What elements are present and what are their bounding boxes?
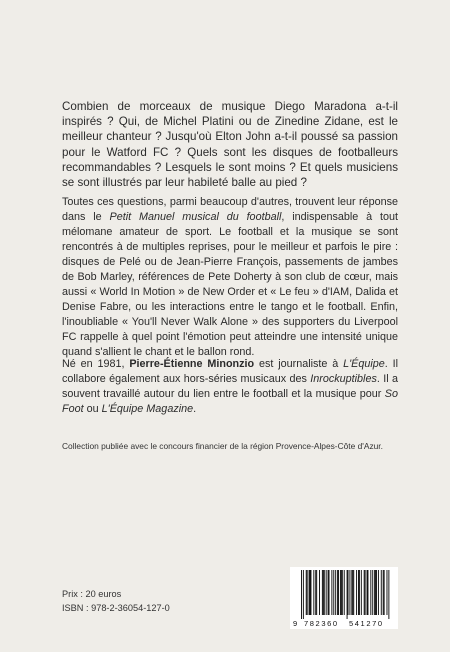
author-bio-text-3: . Il collabore également aux hors-séries musicaux des <box>62 358 398 385</box>
book-title: Petit Manuel musical du football <box>109 211 282 223</box>
barcode-digit-first: 9 <box>293 619 298 628</box>
isbn-label: ISBN : 978-2-36054-127-0 <box>62 603 170 613</box>
publication-lequipe-magazine: L'Équipe Magazine <box>101 403 194 415</box>
publication-so-foot: So Foot <box>62 388 398 415</box>
author-bio-text-6: . <box>193 403 197 415</box>
description-text-2: , indispensable à tout mélomane amateur de sport. Le football et la musique se sont rencontrés à de multiples reprises, pour le meilleur et parfois le pire : disques de Pelé ou de Jean-Pierre François, passements de jambes de Bob Marley, références de Pete Doherty à son club de cœur, mais aussi « World In Motion » de New Order et « Le feu » d'IAM, Dalida et Denise Fabre, ou les interactions entre le tango et le football. Enfin, l'inoubliable « You'll Never Walk Alone » des supporters du Liverpool FC rappelle à quel point l'émotion peut atteindre une intensité unique quand s'allient le chant et le ballon rond. <box>62 211 398 358</box>
barcode-digits-group2: 541270 <box>349 619 384 628</box>
intro-paragraph: Combien de morceaux de musique Diego Maradona a-t-il inspirés ? Qui, de Michel Platini ou de Zinedine Zidane, est le meilleur chanteur ? Jusqu'où Elton John a-t-il poussé sa passion pour le Watford FC ? Quels sont les disques de footballeurs recommandables ? Lesquels le sont moins ? Et quels musiciens se sont illustrés par leur habileté balle au pied ? <box>62 100 398 190</box>
author-bio <box>62 357 398 417</box>
author-bio-text-2: est journaliste à <box>254 358 344 370</box>
author-bio-text-5: ou <box>83 403 102 415</box>
publication-lequipe: L'Équipe <box>343 358 385 370</box>
author-name: Pierre-Étienne Minonzio <box>129 358 255 370</box>
collection-note: Collection publiée avec le concours financier de la région Provence-Alpes-Côte d'Azur. <box>62 441 383 451</box>
description-paragraph <box>62 195 398 360</box>
barcode <box>290 567 398 629</box>
author-bio-text-4: . Il a souvent travaillé autour du lien entre le football et la musique pour <box>62 373 398 400</box>
description-text-1: Toutes ces questions, parmi beaucoup d'autres, trouvent leur réponse dans le <box>62 196 398 223</box>
barcode-digits-group1: 782360 <box>304 619 339 628</box>
price-label: Prix : 20 euros <box>62 589 122 599</box>
publication-inrockuptibles: Inrockuptibles <box>310 373 377 385</box>
author-bio-text-1: Né en 1981, <box>62 358 130 370</box>
price-block <box>62 587 170 615</box>
